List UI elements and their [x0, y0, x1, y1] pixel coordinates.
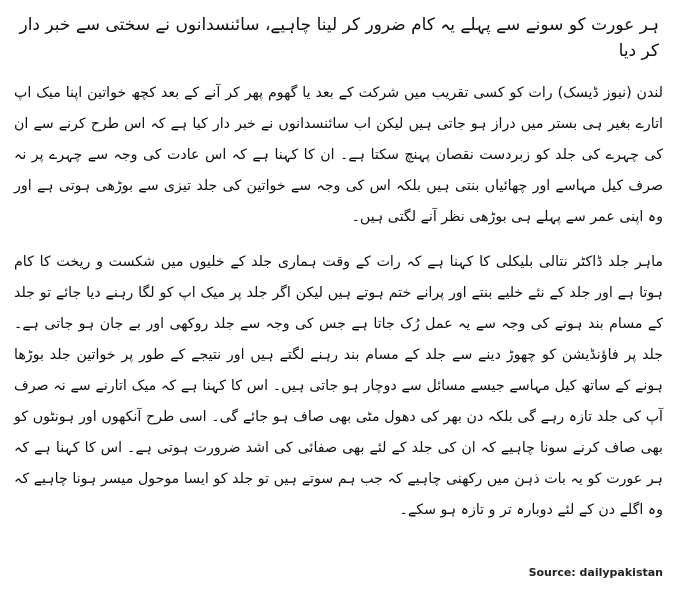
source-value: dailypakistan [579, 566, 663, 579]
article-paragraph-2: ماہر جلد ڈاکٹر نتالی بلیکلی کا کہنا ہے کہ رات کے وقت ہماری جلد کے خلیوں میں شکست و ریخت کا کام ہوتا ہے اور جلد کے نئے خلیے بنتے اور پرانے ختم ہوتے ہیں لیکن اگر جلد پر میک اپ کو لگا رہنے دیا جائے تو جلد کے مسام بند ہونے کی وجہ سے یہ عمل رُک جاتا ہے جس کی وجہ سے جلد روکھی اور بے جان ہو جاتی ہے۔ جلد پر فاؤنڈیشن کو چھوڑ دینے سے جلد کے مسام بند رہنے لگتے ہیں اور نتیجے کے طور پر خواتین جلد بوڑھا ہونے کے ساتھ کیل مہاسے جیسے مسائل سے دوچار ہو جاتی ہیں۔ اس کا کہنا ہے کہ میک اتارنے سے نہ صرف آپ کی جلد تازہ رہے گی بلکہ دن بھر کی دھول مٹی بھی صاف ہو جائے گی۔ اسی طرح آنکھوں اور ہونٹوں کو بھی صاف کرنے سونا چاہیے کہ ان کی جلد کے لئے بھی صفائی کی اشد ضرورت ہوتی ہے۔ اس کا کہنا ہے کہ ہر عورت کو یہ بات ذہن میں رکھنی چاہیے کہ جب ہم سوتے ہیں تو جلد کو ایسا موحول میسر ہونا چاہیے کہ وہ اگلے دن کے لئے دوبارہ تر و تازہ ہو سکے۔ [14, 254, 663, 518]
article-paragraph-1: لندن (نیوز ڈیسک) رات کو کسی تقریب میں شرکت کے بعد یا گھوم پھر کر آنے کے بعد کچھ خواتین اپنا میک اپ اتارے بغیر ہی بستر میں دراز ہو جاتی ہیں لیکن اب سائنسدانوں نے خبر دار کیا ہے کہ اس طرح کرنے سے ان کی چہرے کی جلد کو زبردست نقصان پہنچ سکتا ہے۔ ان کا کہنا ہے کہ اس عادت کی وجہ سے چہرے پر نہ صرف کیل مہاسے اور چھائیاں بنتی ہیں بلکہ اس کی وجہ سے خواتین کی جلد تیزی سے بوڑھی ہوتی ہے اور وہ اپنی عمر سے پہلے ہی بوڑھی نظر آنے لگتی ہیں۔ [14, 85, 663, 225]
source-label: Source: [528, 566, 576, 579]
source-credit [529, 566, 663, 579]
article-headline: ہر عورت کو سونے سے پہلے یہ کام ضرور کر لینا چاہیے، سائنسدانوں نے سختی سے خبر دار کر دیا [19, 15, 659, 61]
